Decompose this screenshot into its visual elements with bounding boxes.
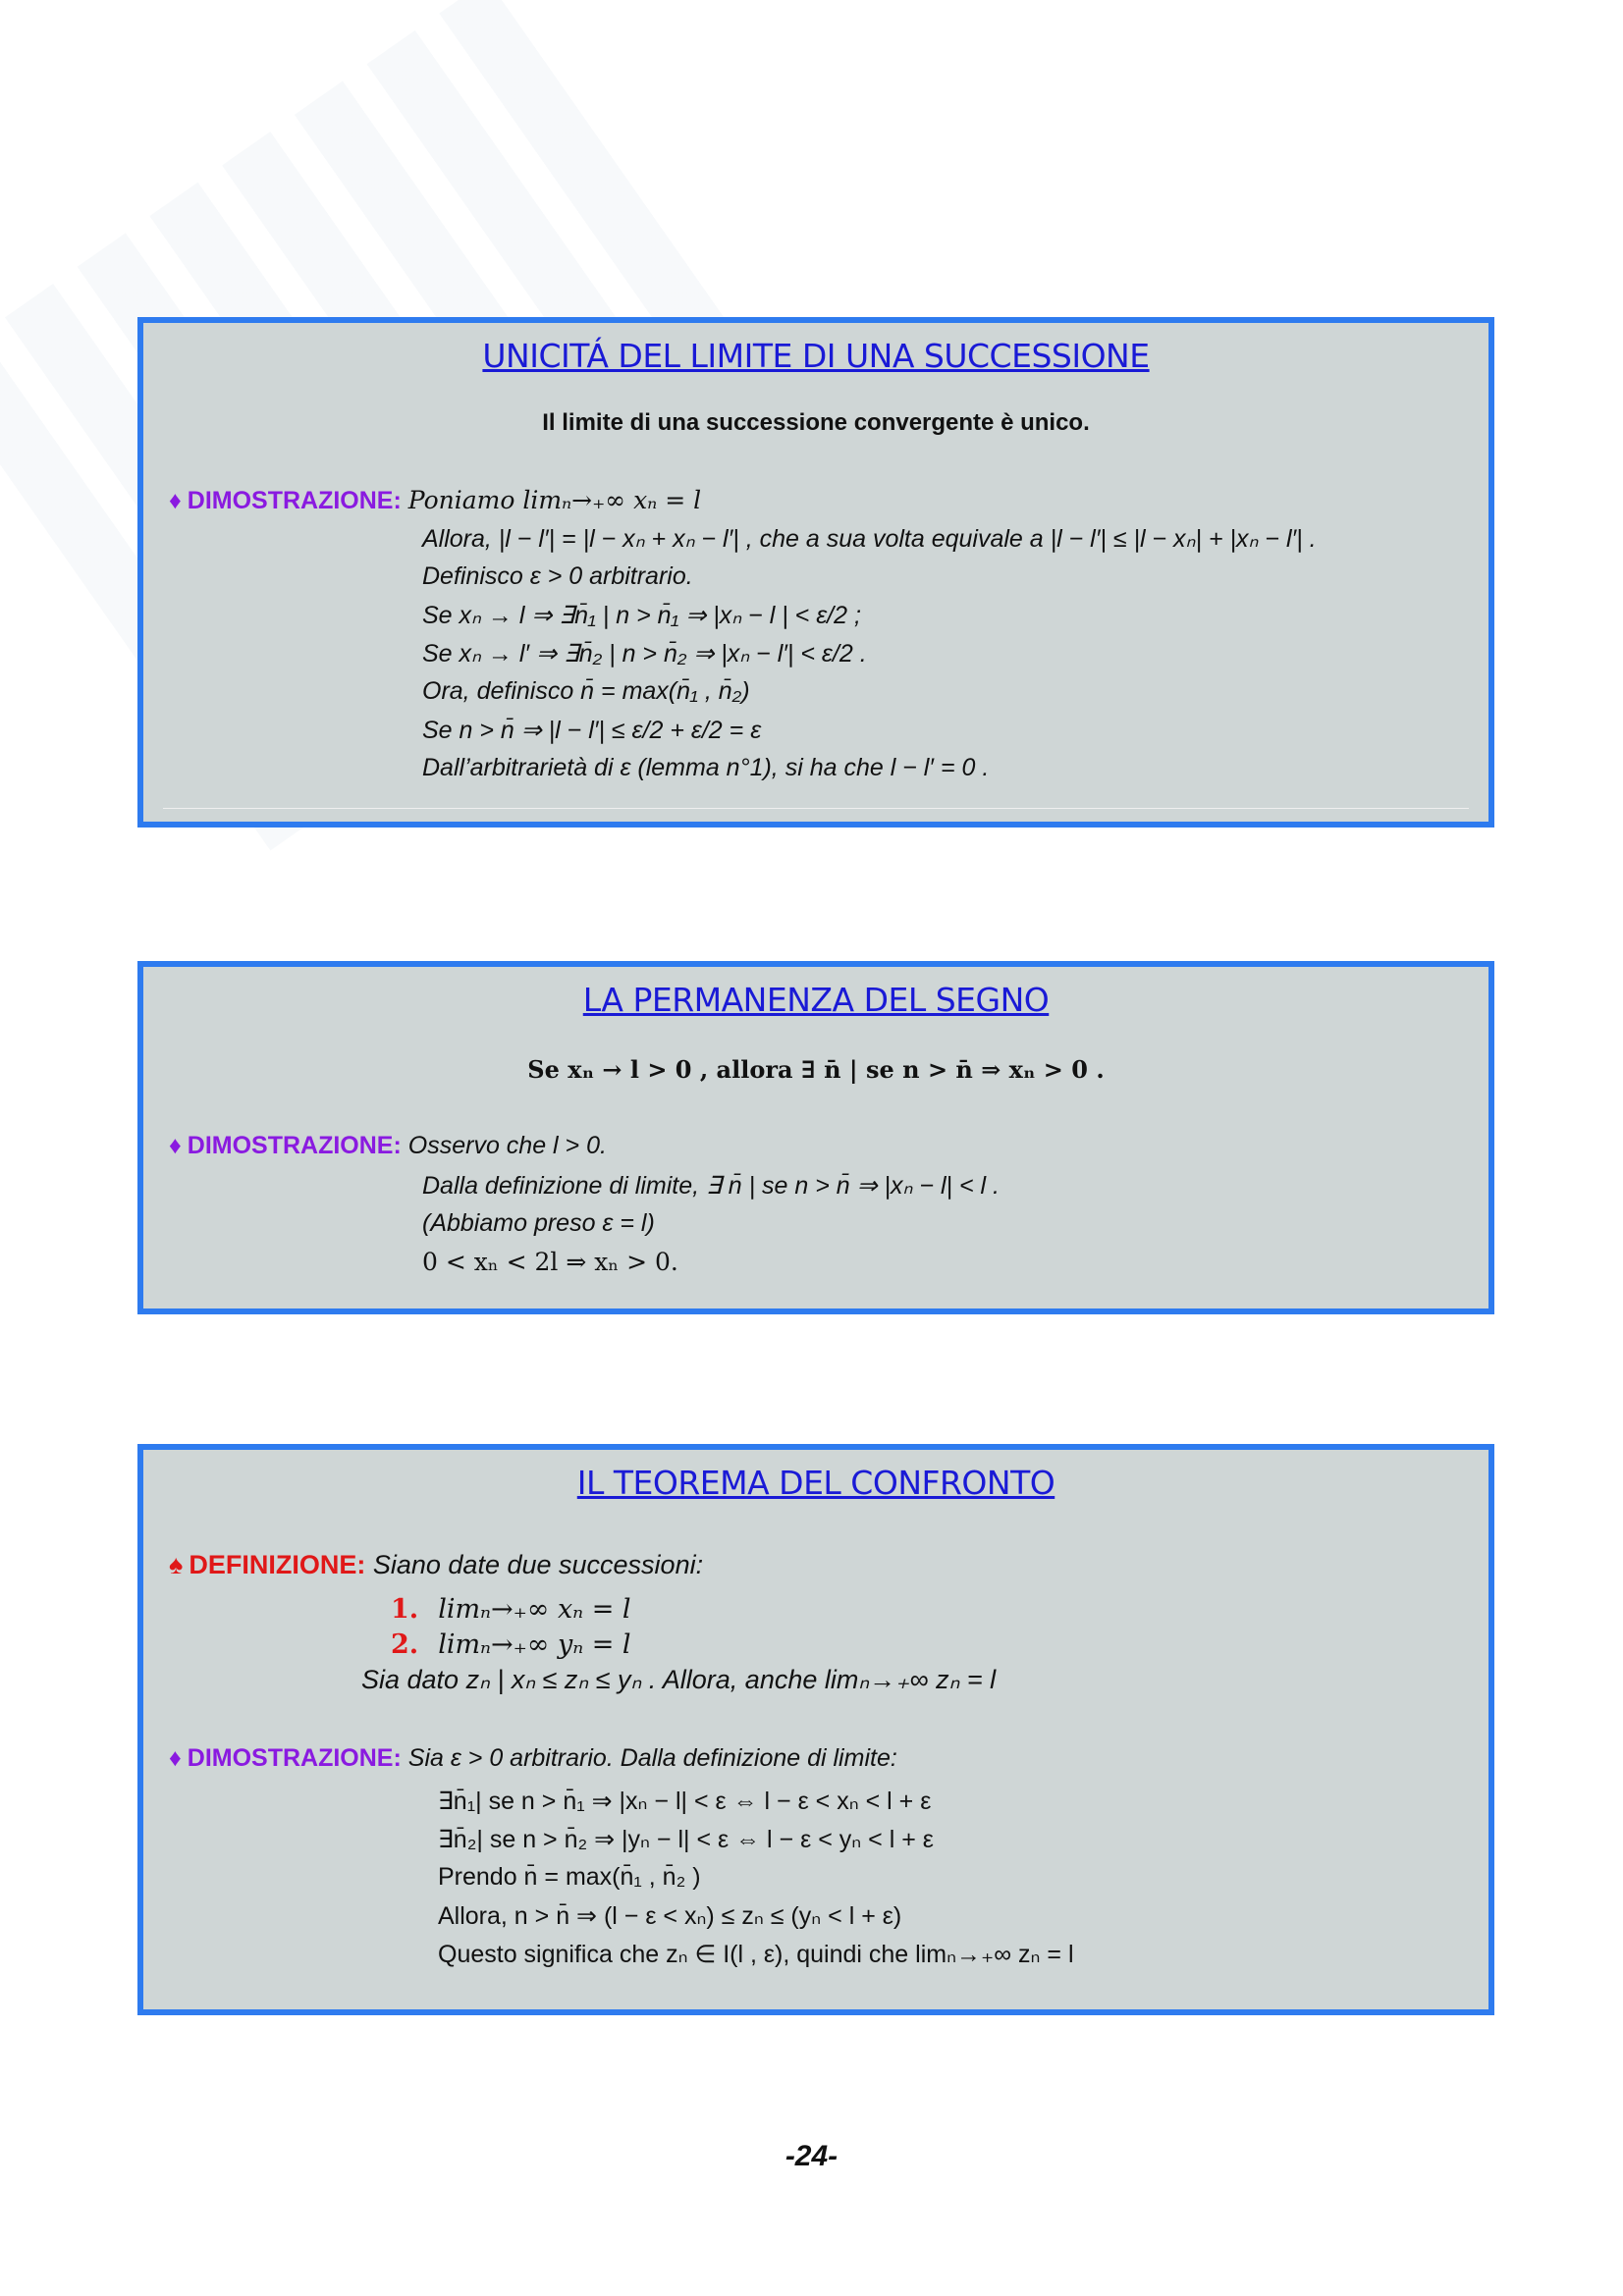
section-title: UNICITÁ DEL LIMITE DI UNA SUCCESSIONE [482,337,1150,375]
theorem-box-uniqueness [137,317,1494,828]
definition-label: DEFINIZIONE: [189,1550,366,1579]
proof-line: Se xₙ → l′ ⇒ ∃n̄₂ | n > n̄₂ ⇒ |xₙ − l′| < ε/2 . [422,640,867,667]
proof-label: DIMOSTRAZIONE: [187,487,402,514]
proof-heading [169,1132,607,1160]
page-number: -24- [784,2140,839,2172]
definition-intro: Siano date due successioni: [372,1550,704,1579]
proof-intro: Poniamo limₙ→₊∞ xₙ = l [407,486,702,514]
proof-line: Allora, |l − l′| = |l − xₙ + xₙ − l′| , che a sua volta equivale a |l − l′| ≤ |l − xₙ| + |xₙ − l′| . [422,525,1317,553]
proof-line: Prendo n̄ = max(n̄₁ , n̄₂ ) [438,1863,701,1891]
list-item [391,1594,631,1625]
section-title: IL TEOREMA DEL CONFRONTO [576,1464,1055,1502]
list-text: limₙ→₊∞ yₙ = l [438,1629,631,1660]
proof-line: Se n > n̄ ⇒ |l − l′| ≤ ε/2 + ε/2 = ε [422,717,762,744]
proof-intro: Sia ε > 0 arbitrario. Dalla definizione di limite: [407,1744,897,1772]
diamond-icon: ♦ [169,1132,182,1159]
proof-line: ∃n̄₁| se n > n̄₁ ⇒ |xₙ − l| < ε ⇔ l − ε < xₙ < l + ε [438,1788,932,1815]
definition-heading [169,1550,703,1580]
section-title: LA PERMANENZA DEL SEGNO [582,981,1050,1019]
proof-line: 0 < xₙ < 2l ⇒ xₙ > 0. [422,1248,678,1276]
proof-line: Questo significa che zₙ ∈ I(l , ε), quindi che limₙ→₊∞ zₙ = l [438,1941,1074,1968]
proof-intro: Osservo che l > 0. [407,1132,607,1159]
proof-line: (Abbiamo preso ε = l) [422,1209,655,1237]
definition-conclusion: Sia dato zₙ | xₙ ≤ zₙ ≤ yₙ . Allora, anche limₙ→₊∞ zₙ = l [361,1665,997,1694]
proof-label: DIMOSTRAZIONE: [187,1744,402,1772]
proof-line: Dall’arbitrarietà di ε (lemma n°1), si ha che l − l′ = 0 . [422,754,990,781]
divider [163,808,1469,809]
proof-line: Ora, definisco n̄ = max(n̄₁ , n̄₂) [422,677,750,705]
proof-label: DIMOSTRAZIONE: [187,1132,402,1159]
theorem-box-comparison [137,1444,1494,2015]
list-text: limₙ→₊∞ xₙ = l [438,1594,631,1625]
proof-heading [169,486,701,515]
theorem-statement: Se xₙ → l > 0 , allora ∃ n̄ | se n > n̄ ⇒ xₙ > 0 . [527,1055,1105,1084]
theorem-statement: Il limite di una successione convergente è unico. [542,409,1090,436]
proof-line: Dalla definizione di limite, ∃ n̄ | se n > n̄ ⇒ |xₙ − l| < l . [422,1172,1000,1200]
list-number: 1. [391,1594,419,1625]
list-number: 2. [391,1629,419,1660]
diamond-icon: ♦ [169,1744,182,1772]
proof-line: Allora, n > n̄ ⇒ (l − ε < xₙ) ≤ zₙ ≤ (yₙ < l + ε) [438,1902,902,1930]
diamond-icon: ♦ [169,487,182,514]
list-item [391,1629,631,1660]
proof-line: Definisco ε > 0 arbitrario. [422,562,693,590]
theorem-box-sign-permanence [137,961,1494,1314]
proof-line: ∃n̄₂| se n > n̄₂ ⇒ |yₙ − l| < ε ⇔ l − ε < yₙ < l + ε [438,1826,934,1853]
proof-heading [169,1744,897,1773]
proof-line: Se xₙ → l ⇒ ∃n̄₁ | n > n̄₁ ⇒ |xₙ − l | < ε/2 ; [422,602,861,629]
spade-icon: ♠ [169,1550,184,1579]
